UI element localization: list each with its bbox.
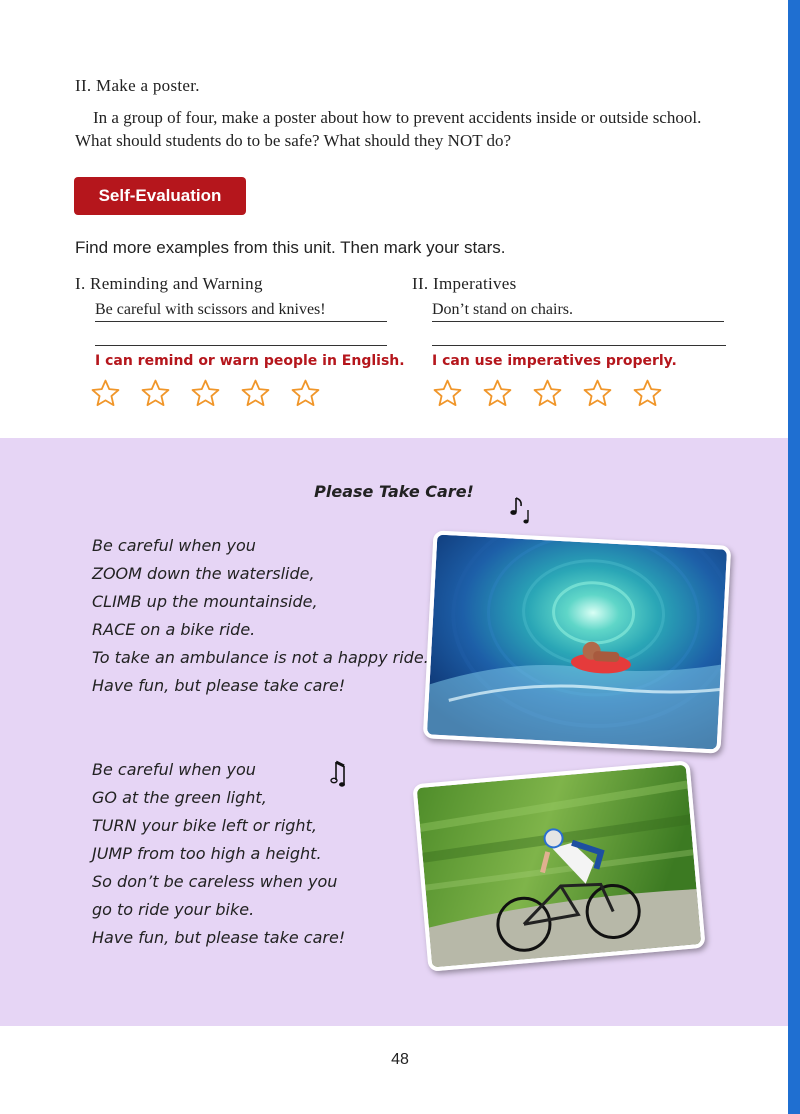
poem-line: Have fun, but please take care!: [92, 928, 346, 947]
example-line-reminding[interactable]: Be careful with scissors and knives!: [95, 300, 387, 322]
poem-line: So don’t be careless when you: [92, 872, 338, 891]
star-rating-reminding[interactable]: [90, 378, 321, 409]
star-icon[interactable]: [190, 378, 221, 409]
star-rating-imperatives[interactable]: [432, 378, 663, 409]
evaluation-instruction: Find more examples from this unit. Then mark your stars.: [75, 238, 506, 257]
star-icon[interactable]: [140, 378, 171, 409]
star-icon[interactable]: [90, 378, 121, 409]
star-icon[interactable]: [482, 378, 513, 409]
star-icon[interactable]: [240, 378, 271, 409]
star-icon[interactable]: [632, 378, 663, 409]
poem-line: ZOOM down the waterslide,: [92, 564, 315, 583]
blank-answer-line[interactable]: [95, 345, 387, 346]
cyclist-photo: [412, 760, 705, 972]
waterslide-photo: [423, 530, 731, 753]
blank-answer-line[interactable]: [432, 345, 726, 346]
example-line-imperatives[interactable]: Don’t stand on chairs.: [432, 300, 724, 322]
can-do-statement-reminding: I can remind or warn people in English.: [95, 353, 405, 369]
poem-line: Have fun, but please take care!: [92, 676, 346, 695]
poem-title: Please Take Care!: [314, 482, 474, 501]
page-edge-stripe: [788, 0, 800, 1114]
star-icon[interactable]: [290, 378, 321, 409]
column-title-imperatives: II. Imperatives: [412, 274, 517, 293]
poem-line: TURN your bike left or right,: [92, 816, 317, 835]
poem-line: Be careful when you: [92, 760, 256, 779]
star-icon[interactable]: [432, 378, 463, 409]
poem-stanza-2: [92, 756, 345, 952]
star-icon[interactable]: [582, 378, 613, 409]
page-number: 48: [391, 1051, 409, 1068]
poem-line: GO at the green light,: [92, 788, 267, 807]
poem-line: Be careful when you: [92, 536, 256, 555]
self-evaluation-badge: Self-Evaluation: [74, 177, 246, 215]
music-note-icon: [508, 494, 534, 528]
poem-stanza-1: [92, 532, 429, 700]
poem-line: CLIMB up the mountainside,: [92, 592, 318, 611]
star-icon[interactable]: [532, 378, 563, 409]
task-instructions: In a group of four, make a poster about how to prevent accidents inside or outside school. What should students do to be safe? What should they NOT do?: [75, 108, 702, 150]
poem-line: To take an ambulance is not a happy ride.: [92, 648, 429, 667]
can-do-statement-imperatives: I can use imperatives properly.: [432, 353, 677, 369]
section-title: II. Make a poster.: [75, 76, 200, 95]
poem-line: JUMP from too high a height.: [92, 844, 322, 863]
column-title-reminding: I. Reminding and Warning: [75, 274, 263, 293]
poem-line: RACE on a bike ride.: [92, 620, 256, 639]
poem-line: go to ride your bike.: [92, 900, 255, 919]
